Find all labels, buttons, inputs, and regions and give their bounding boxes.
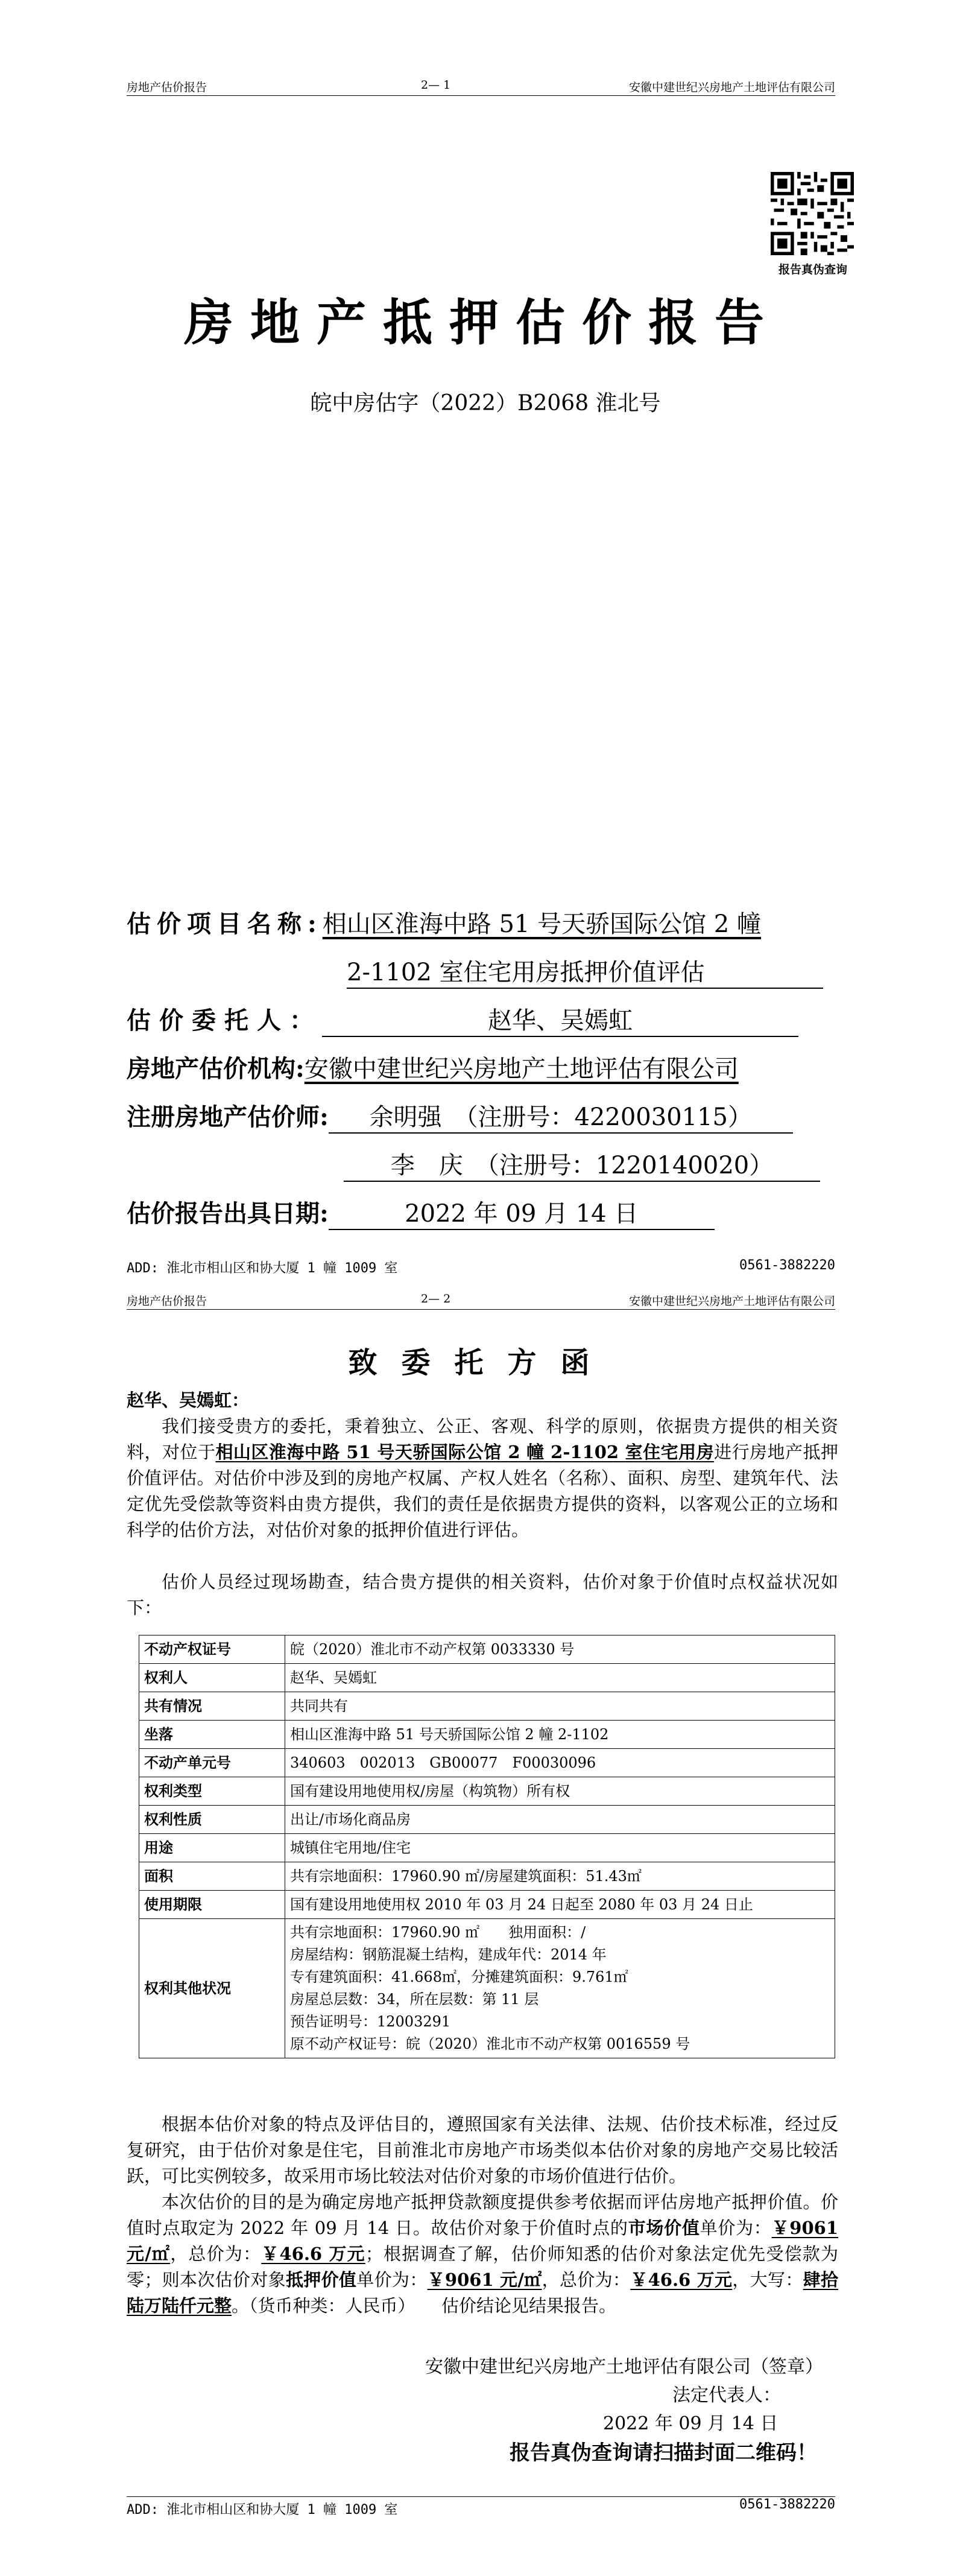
issue-date-row <box>127 1194 715 1230</box>
footer-phone: 0561-3882220 <box>739 2497 835 2512</box>
paragraph-1 <box>127 1413 838 1543</box>
table-value-line: 国有建设用地使用权/房屋（构筑物）所有权 <box>290 1782 570 1800</box>
table-key: 不动产权证号 <box>139 1635 285 1664</box>
paragraph-3 <box>127 2111 838 2189</box>
p4-text-e: ，总价为： <box>170 2244 262 2264</box>
p1-text-a: 我们接受贵方的委托，秉着独立、公正、客观、科学的原则，依据贵方提供的相关资料，对位于 <box>127 1416 838 1462</box>
table-row <box>139 1635 835 1664</box>
p4-text-c: 单价为： <box>700 2218 772 2238</box>
table-row <box>139 1749 835 1777</box>
p3-text: 根据本估价对象的特点及评估目的，遵照国家有关法律、法规、估价技术标准，经过反复研究，由于估价对象是住宅，目前淮北市房地产市场类似本估价对象的房地产交易比较活跃，可比实例较多，故采用市场比较法对估价对象的市场价值进行估价。 <box>127 2114 838 2186</box>
table-value <box>285 1891 835 1919</box>
issue-date-label: 估价报告出具日期: <box>127 1199 329 1228</box>
project-name-value-2: 2-1102 室住宅用房抵押价值评估 <box>347 953 823 989</box>
agency-label: 房地产估价机构: <box>127 1055 305 1083</box>
table-row <box>139 1777 835 1806</box>
table-row <box>139 1834 835 1862</box>
p4-mortgage-unit-price: ￥9061 元/㎡ <box>427 2270 542 2290</box>
client-value: 赵华、吴嫣虹 <box>322 1001 798 1037</box>
salutation-text: 赵华、吴嫣虹： <box>127 1390 250 1410</box>
table-value <box>285 1664 835 1692</box>
p4-mortgage-total-price: ￥46.6 万元 <box>630 2270 733 2290</box>
footer-address: ADD: 淮北市相山区和协大厦 1 幢 1009 室 <box>127 1261 398 1276</box>
table-key: 面积 <box>139 1862 285 1891</box>
table-row <box>139 1692 835 1721</box>
p4-text-m: ，大写： <box>732 2270 803 2290</box>
page2-footer <box>127 2496 835 2518</box>
project-name-label: 估价项目名称: <box>127 910 323 938</box>
table-value <box>285 1721 835 1749</box>
table-value-line: 房屋总层数：34，所在层数：第 11 层 <box>290 1991 539 2008</box>
footer-phone: 0561-3882220 <box>739 1258 835 1273</box>
table-key: 共有情况 <box>139 1692 285 1721</box>
p2-text: 估价人员经过现场勘查，结合贵方提供的相关资料，估价对象于价值时点权益状况如下： <box>127 1572 838 1618</box>
table-row <box>139 1721 835 1749</box>
table-key: 坐落 <box>139 1721 285 1749</box>
paragraph-2 <box>127 1569 838 1621</box>
issue-date-value: 2022 年 09 月 14 日 <box>329 1194 715 1230</box>
qr-code-icon[interactable] <box>771 172 854 255</box>
table-value-line: 国有建设用地使用权 2010 年 03 月 24 日起至 2080 年 03 月 24 日止 <box>290 1896 753 1913</box>
table-value <box>285 1862 835 1891</box>
report-title: 房地产抵押估价报告 <box>183 294 781 352</box>
table-value <box>285 1919 835 2058</box>
table-key: 权利人 <box>139 1664 285 1692</box>
p4-text-a: 本次估价的目的是为确定房地产抵押贷款额度提供参考依据而评估房地产抵押价值。价值时点取定为 2022 年 09 月 14 日。故估价对象于价值时点的 <box>127 2192 838 2238</box>
p1-property-address: 相山区淮海中路 51 号天骄国际公馆 2 幢 2-1102 室住宅用房 <box>215 1442 715 1462</box>
client-label: 估价委托人： <box>127 1006 322 1035</box>
table-value-line: 原不动产权证号：皖（2020）淮北市不动产权第 0016559 号 <box>290 2035 690 2052</box>
table-row <box>139 1891 835 1919</box>
p1-text-c: 进行房地产抵押价值评估。对估价中涉及到的房地产权属、产权人姓名（名称）、面积、房型、建筑年代、法定优先受偿款等资料由贵方提供，我们的责任是依据贵方提供的资料，以客观公正的立场和科学的估价方法，对估价对象的抵押价值进行评估。 <box>127 1442 838 1540</box>
document-number: 皖中房估字（2022）B2068 淮北号 <box>310 391 661 416</box>
table-key: 使用期限 <box>139 1891 285 1919</box>
p4-market-unit-price: ￥9061 元/㎡ <box>127 2218 838 2264</box>
signature-representative: 法定代表人： <box>672 2385 781 2406</box>
qr-caption: 报告真伪查询 <box>778 263 847 276</box>
header-company: 安徽中建世纪兴房地产土地评估有限公司 <box>628 1295 835 1308</box>
project-name-row <box>127 905 761 939</box>
table-value <box>285 1834 835 1862</box>
letter-title: 致委托方函 <box>348 1346 614 1380</box>
header-page-number: 2— 1 <box>421 78 451 92</box>
header-page-number: 2— 2 <box>421 1292 451 1305</box>
table-value-line: 房屋结构：钢筋混凝土结构，建成年代：2014 年 <box>290 1946 607 1963</box>
table-row <box>139 1862 835 1891</box>
table-value-line: 专有建筑面积：41.668㎡，分摊建筑面积：9.761㎡ <box>290 1968 628 1985</box>
table-row <box>139 1806 835 1834</box>
header-report-name: 房地产估价报告 <box>127 81 207 94</box>
p4-mortgage-value-label: 抵押价值 <box>285 2270 357 2290</box>
header-report-name: 房地产估价报告 <box>127 1295 207 1308</box>
table-value-line: 皖（2020）淮北市不动产权第 0033330 号 <box>290 1640 575 1658</box>
signature-date: 2022 年 09 月 14 日 <box>603 2413 779 2434</box>
p4-amount-in-words: 肆拾陆万陆仟元整 <box>127 2270 838 2316</box>
table-value <box>285 1749 835 1777</box>
project-name-row-2 <box>347 953 823 989</box>
p4-text-g: ；根据调查了解，估价师知悉的估价对象法定优先受偿款为零；则本次估价对象 <box>127 2244 838 2290</box>
table-value <box>285 1806 835 1834</box>
signature-company: 安徽中建世纪兴房地产土地评估有限公司（签章） <box>425 2356 823 2378</box>
table-row <box>139 1664 835 1692</box>
table-value-line: 出让/市场化商品房 <box>290 1810 411 1828</box>
paragraph-4 <box>127 2189 838 2319</box>
header-company: 安徽中建世纪兴房地产土地评估有限公司 <box>628 81 835 94</box>
p4-market-total-price: ￥46.6 万元 <box>261 2244 365 2264</box>
table-row <box>139 1919 835 2058</box>
salutation <box>127 1388 838 1413</box>
appraiser-2: 李 庆 （注册号：1220140020） <box>344 1146 820 1182</box>
agency-value: 安徽中建世纪兴房地产土地评估有限公司 <box>304 1055 739 1083</box>
footer-address: ADD: 淮北市相山区和协大厦 1 幢 1009 室 <box>127 2502 398 2517</box>
project-name-value: 相山区淮海中路 51 号天骄国际公馆 2 幢 <box>322 910 761 938</box>
page1-footer <box>127 1258 835 1277</box>
appraiser-1: 余明强 （注册号：4220030115） <box>329 1098 793 1134</box>
table-value-line: 340603 002013 GB00077 F00030096 <box>290 1754 596 1771</box>
table-value-line: 共同共有 <box>290 1697 348 1715</box>
table-key: 权利性质 <box>139 1806 285 1834</box>
p4-text-o: 。（货币种类：人民币） 估价结论见结果报告。 <box>232 2295 617 2316</box>
appraiser-row-2 <box>344 1146 820 1182</box>
p4-market-value-label: 市场价值 <box>628 2218 700 2238</box>
page2-header <box>127 1291 835 1310</box>
table-key: 权利类型 <box>139 1777 285 1806</box>
table-value-line: 共有宗地面积：17960.90 ㎡/房屋建筑面积：51.43㎡ <box>290 1867 642 1885</box>
table-value-line: 相山区淮海中路 51 号天骄国际公馆 2 幢 2-1102 <box>290 1725 609 1743</box>
table-key: 不动产单元号 <box>139 1749 285 1777</box>
client-row <box>127 1001 798 1037</box>
table-key: 权利其他状况 <box>139 1919 285 2058</box>
table-value <box>285 1692 835 1721</box>
table-value <box>285 1635 835 1664</box>
appraiser-row <box>127 1098 793 1134</box>
verification-notice: 报告真伪查询请扫描封面二维码！ <box>510 2441 817 2465</box>
p4-text-i: 单价为： <box>356 2270 428 2290</box>
table-value-line: 预告证明号：12003291 <box>290 2013 451 2030</box>
rights-table <box>139 1635 835 2058</box>
table-value-line: 赵华、吴嫣虹 <box>290 1669 377 1686</box>
appraiser-label: 注册房地产估价师: <box>127 1103 329 1131</box>
table-value <box>285 1777 835 1806</box>
agency-row <box>127 1050 739 1084</box>
table-key: 用途 <box>139 1834 285 1862</box>
page1-header <box>127 77 835 96</box>
table-value-line: 共有宗地面积：17960.90 ㎡ 独用面积：/ <box>290 1924 586 1941</box>
table-value-line: 城镇住宅用地/住宅 <box>290 1839 411 1856</box>
p4-text-k: ，总价为： <box>542 2270 631 2290</box>
